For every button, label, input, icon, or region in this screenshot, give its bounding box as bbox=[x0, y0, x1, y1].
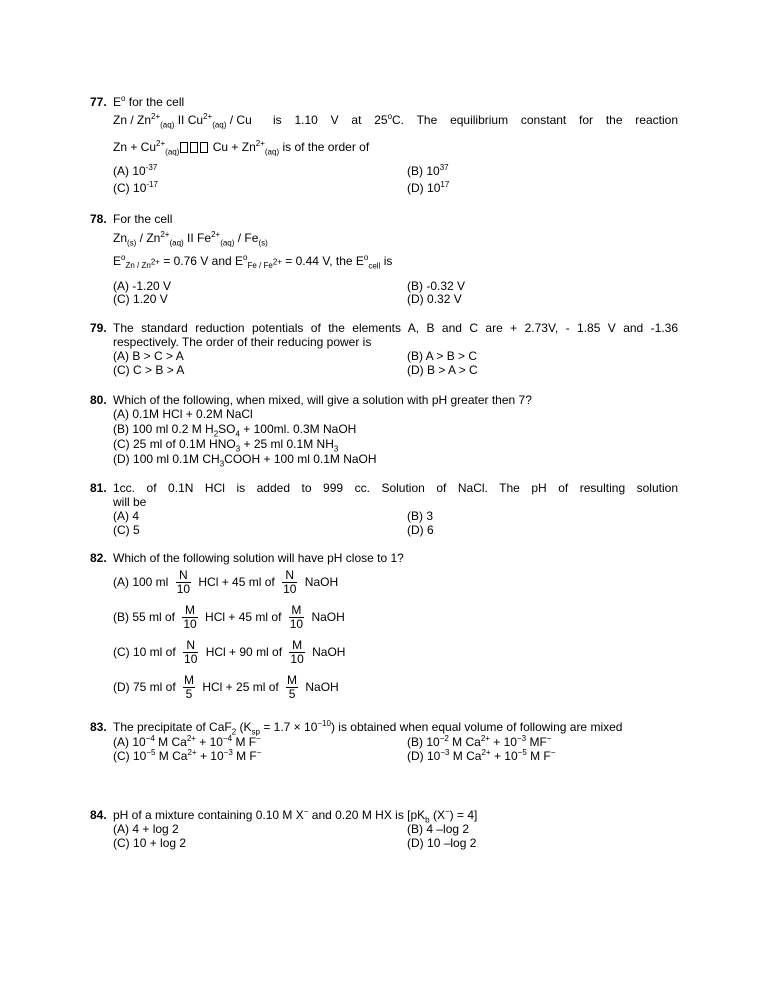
q78-option-b[interactable]: (B) -0.32 V bbox=[407, 279, 466, 293]
q81-line1: 1cc. of 0.1N HCl is added to 999 cc. Solution of NaCl. The pH of resulting solution bbox=[113, 481, 678, 495]
q81-option-d[interactable]: (D) 6 bbox=[407, 523, 434, 537]
q83-option-c[interactable]: (C) $10^{-5}$ M $Ca^{2+} + 10^{-3}$ M F− bbox=[113, 748, 262, 763]
q77-option-c[interactable]: (C) $10^{-17}$ bbox=[113, 180, 158, 195]
q78-number: 78. bbox=[90, 212, 107, 226]
q80-option-b[interactable]: (B) 100 ml 0.2 M $H_2SO_4 + 100ml$. 0.3M NaOH bbox=[113, 422, 357, 439]
q79-line1: The standard reduction potentials of the elements A, B and C are + 2.73V, - 1.85 V and -1.36 bbox=[113, 321, 678, 335]
q77-number: 77. bbox=[90, 95, 107, 109]
q78-option-c[interactable]: (C) 1.20 V bbox=[113, 292, 168, 306]
q81-option-b[interactable]: (B) 3 bbox=[407, 509, 434, 523]
q84-number: 84. bbox=[90, 808, 107, 822]
q84-option-a[interactable]: (A) 4 + log 2 bbox=[113, 822, 179, 836]
q81-option-a[interactable]: (A) 4 bbox=[113, 509, 140, 523]
q81-option-c[interactable]: (C) 5 bbox=[113, 523, 140, 537]
q79-line2: respectively. The order of their reducing power is bbox=[113, 335, 372, 349]
q82-option-b[interactable]: (B) 55 ml of $\frac{M}{10}$ HCl + 45 ml of $\frac{M}{10}$ NaOH bbox=[113, 603, 345, 632]
q83-option-a[interactable]: (A) $10^{-4}$ M $Ca^{2+} + 10^{-4}$ M F− bbox=[113, 734, 261, 749]
q77-cell-line: Zn / $Zn^{2+}_{(aq)}$ II $Cu^{2+}_{(aq)}$ / Cu is 1.10 V at 25$^o$C. The equilibrium constant for the reaction bbox=[113, 112, 679, 130]
q83-title: The precipitate of CaF$_2$ $(K_{sp} = 1.7 \times 10^{-10})$ is obtained when equal volume of following are mixed bbox=[113, 719, 623, 737]
q83-option-d[interactable]: (D) $10^{-3}$ M $Ca^{2+} + 10^{-5}$ M F− bbox=[407, 748, 556, 763]
q80-option-c[interactable]: (C) 25 ml of 0.1M $HNO_3 + 25$ ml 0.1M $NH_3$ bbox=[113, 437, 339, 454]
q79-option-c[interactable]: (C) C > B > A bbox=[113, 363, 185, 377]
q83-number: 83. bbox=[90, 720, 107, 734]
q79-option-a[interactable]: (A) B > C > A bbox=[113, 349, 184, 363]
q77-reaction: $Zn + Cu^{2+}_{(aq)}$ $Cu + Zn^{2+}_{(aq)}$ is of the order of bbox=[113, 139, 370, 157]
q84-title: pH of a mixture containing 0.10 M X− and 0.20 M HX is [$pK_b$ (X−) = 4] bbox=[113, 807, 478, 825]
q80-title: Which of the following, when mixed, will give a solution with pH greater then 7? bbox=[113, 393, 532, 407]
q81-number: 81. bbox=[90, 481, 107, 495]
q82-option-c[interactable]: (C) 10 ml of $\frac{N}{10}$ HCl + 90 ml of $\frac{M}{10}$ NaOH bbox=[113, 638, 346, 667]
q82-option-a[interactable]: (A) 100 ml $\frac{N}{10}$ HCl + 45 ml of $\frac{N}{10}$ NaOH bbox=[113, 568, 339, 597]
q77-option-b[interactable]: (B) $10^{37}$ bbox=[407, 163, 449, 178]
q78-title: For the cell bbox=[113, 212, 173, 226]
q82-number: 82. bbox=[90, 551, 107, 565]
q78-potentials: $E^o_{Zn / Zn^{2+}} = 0.76$ V and $E^o_{Fe / Fe^{2+}} = 0.44$ V, the $E^o_{cell}$ is bbox=[113, 253, 393, 271]
q77-option-a[interactable]: (A) $10^{-37}$ bbox=[113, 163, 158, 178]
q79-option-d[interactable]: (D) B > A > C bbox=[407, 363, 478, 377]
q78-option-d[interactable]: (D) 0.32 V bbox=[407, 292, 462, 306]
q78-cell: $Zn_{(s)} / Zn^{2+}_{(aq)}$ II $Fe^{2+}_{(aq)} / Fe_{(s)}$ bbox=[113, 230, 268, 248]
q84-option-d[interactable]: (D) 10 –log 2 bbox=[407, 836, 477, 850]
q77-option-d[interactable]: (D) $10^{17}$ bbox=[407, 180, 450, 195]
q79-option-b[interactable]: (B) A > B > C bbox=[407, 349, 478, 363]
q77-title: $E^o$ for the cell bbox=[113, 94, 185, 109]
q81-line2: will be bbox=[113, 495, 147, 509]
q84-option-b[interactable]: (B) 4 –log 2 bbox=[407, 822, 470, 836]
q83-option-b[interactable]: (B) $10^{-2}$ M $Ca^{2+} + 10^{-3}$ MF− bbox=[407, 734, 552, 749]
q80-option-a[interactable]: (A) 0.1M HCl + 0.2M NaCl bbox=[113, 407, 253, 421]
q79-number: 79. bbox=[90, 321, 107, 335]
q80-number: 80. bbox=[90, 393, 107, 407]
q84-option-c[interactable]: (C) 10 + log 2 bbox=[113, 836, 187, 850]
q82-title: Which of the following solution will have pH close to 1? bbox=[113, 551, 404, 565]
q78-option-a[interactable]: (A) -1.20 V bbox=[113, 279, 172, 293]
q80-option-d[interactable]: (D) 100 ml 0.1M $CH_3COOH + 100$ ml 0.1M NaOH bbox=[113, 452, 377, 469]
q82-option-d[interactable]: (D) 75 ml of $\frac{M}{5}$ HCl + 25 ml of $\frac{M}{5}$ NaOH bbox=[113, 673, 339, 702]
